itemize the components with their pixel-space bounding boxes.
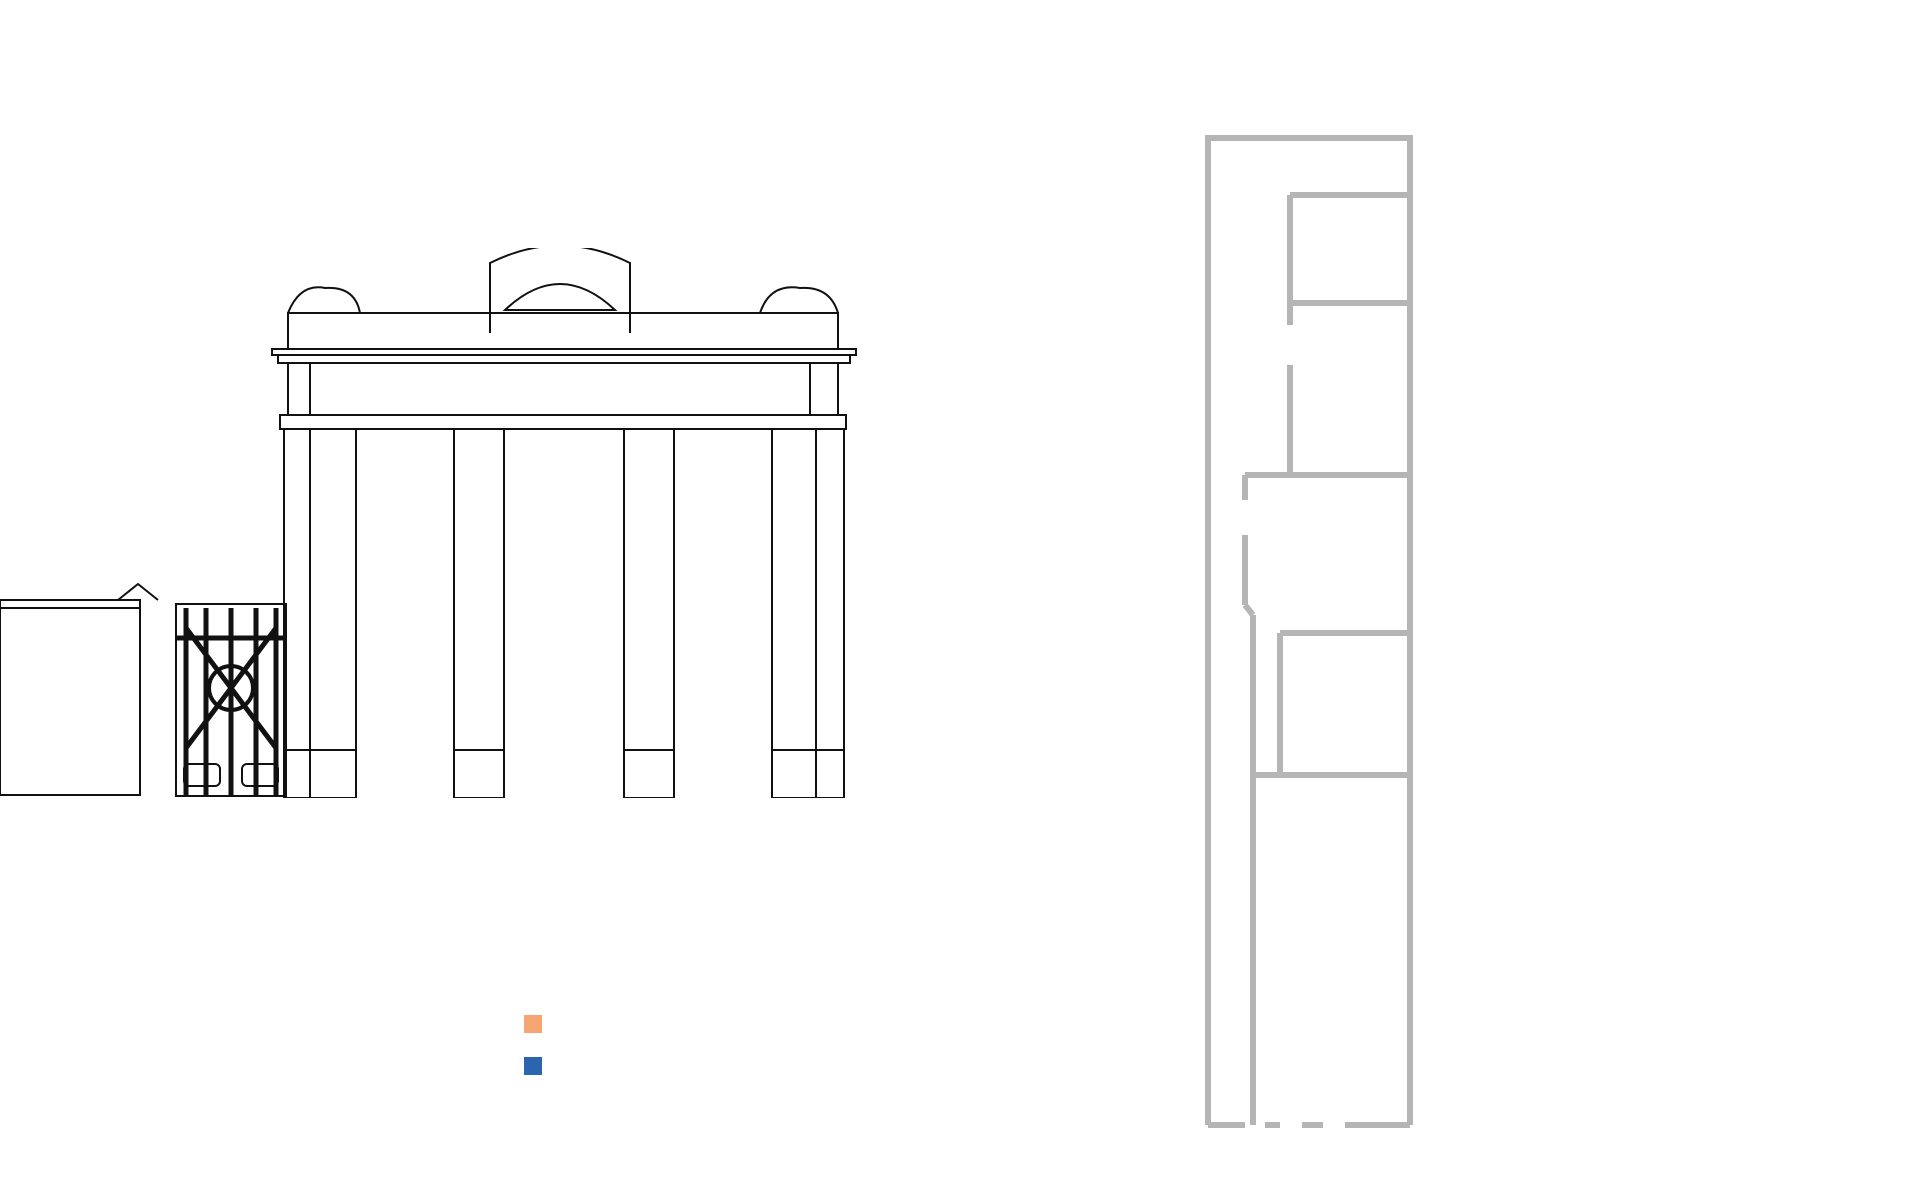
- pie-chart: [170, 808, 490, 1138]
- chart-legend-item: [524, 1012, 550, 1036]
- floor-plan: [1205, 135, 1420, 1130]
- facade-illustration: [0, 248, 860, 798]
- decorative-swirl-border-top: [0, 0, 1920, 62]
- legend-swatch-blue: [524, 1057, 542, 1075]
- decorative-swirl-border-right: [1848, 40, 1920, 1200]
- chart-legend-item: [524, 1054, 550, 1078]
- legend-swatch-orange: [524, 1015, 542, 1033]
